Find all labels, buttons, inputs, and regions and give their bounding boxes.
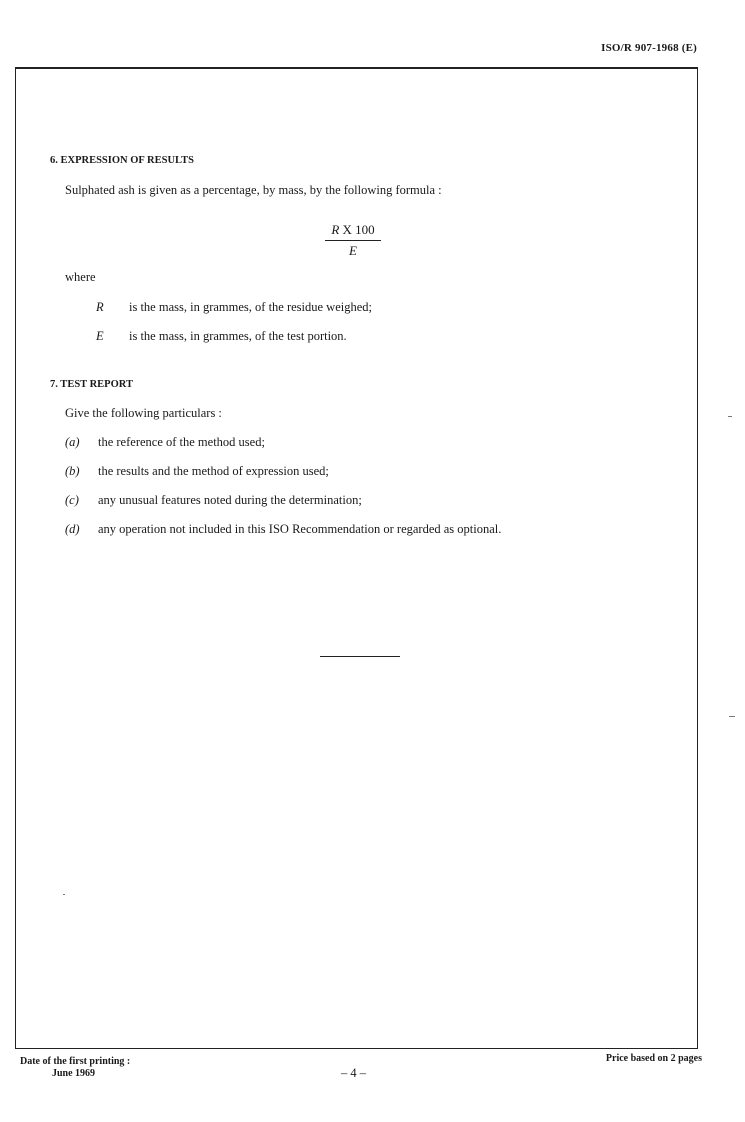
section-6-intro: Sulphated ash is given as a percentage, by mass, by the following formula : xyxy=(65,183,442,197)
document-reference: ISO/R 907-1968 (E) xyxy=(601,42,697,54)
section-6-heading: 6. EXPRESSION OF RESULTS xyxy=(50,155,194,166)
definition-symbol: R xyxy=(96,300,104,314)
first-printing-date: June 1969 xyxy=(52,1068,96,1079)
formula-multiplier: X 100 xyxy=(339,222,375,237)
where-label: where xyxy=(65,270,96,284)
definition-text: is the mass, in grammes, of the test portion. xyxy=(129,329,347,343)
list-item-text: any operation not included in this ISO Recommendation or regarded as optional. xyxy=(98,522,502,536)
first-printing-label: Date of the first printing : xyxy=(20,1056,131,1067)
formula-numerator xyxy=(325,222,381,241)
list-item-label: (c) xyxy=(65,493,79,507)
definition-text: is the mass, in grammes, of the residue weighed; xyxy=(129,300,372,314)
scan-speck xyxy=(63,894,65,895)
end-rule xyxy=(320,656,400,657)
list-item-text: the results and the method of expression used; xyxy=(98,464,329,478)
page-number: – 4 – xyxy=(341,1066,366,1080)
list-item-text: the reference of the method used; xyxy=(98,435,265,449)
list-item-label: (d) xyxy=(65,522,80,536)
scan-speck xyxy=(729,716,735,717)
formula-var-r: R xyxy=(331,222,340,237)
section-7-intro: Give the following particulars : xyxy=(65,406,222,420)
sulphated-ash-formula xyxy=(325,222,381,259)
section-7-heading: 7. TEST REPORT xyxy=(50,379,133,390)
list-item-label: (a) xyxy=(65,435,80,449)
formula-denominator: E xyxy=(349,243,357,258)
scan-speck xyxy=(728,416,732,417)
price-note: Price based on 2 pages xyxy=(605,1053,702,1064)
page-frame xyxy=(15,67,698,1049)
definition-symbol: E xyxy=(96,329,104,343)
list-item-text: any unusual features noted during the determination; xyxy=(98,493,362,507)
list-item-label: (b) xyxy=(65,464,80,478)
